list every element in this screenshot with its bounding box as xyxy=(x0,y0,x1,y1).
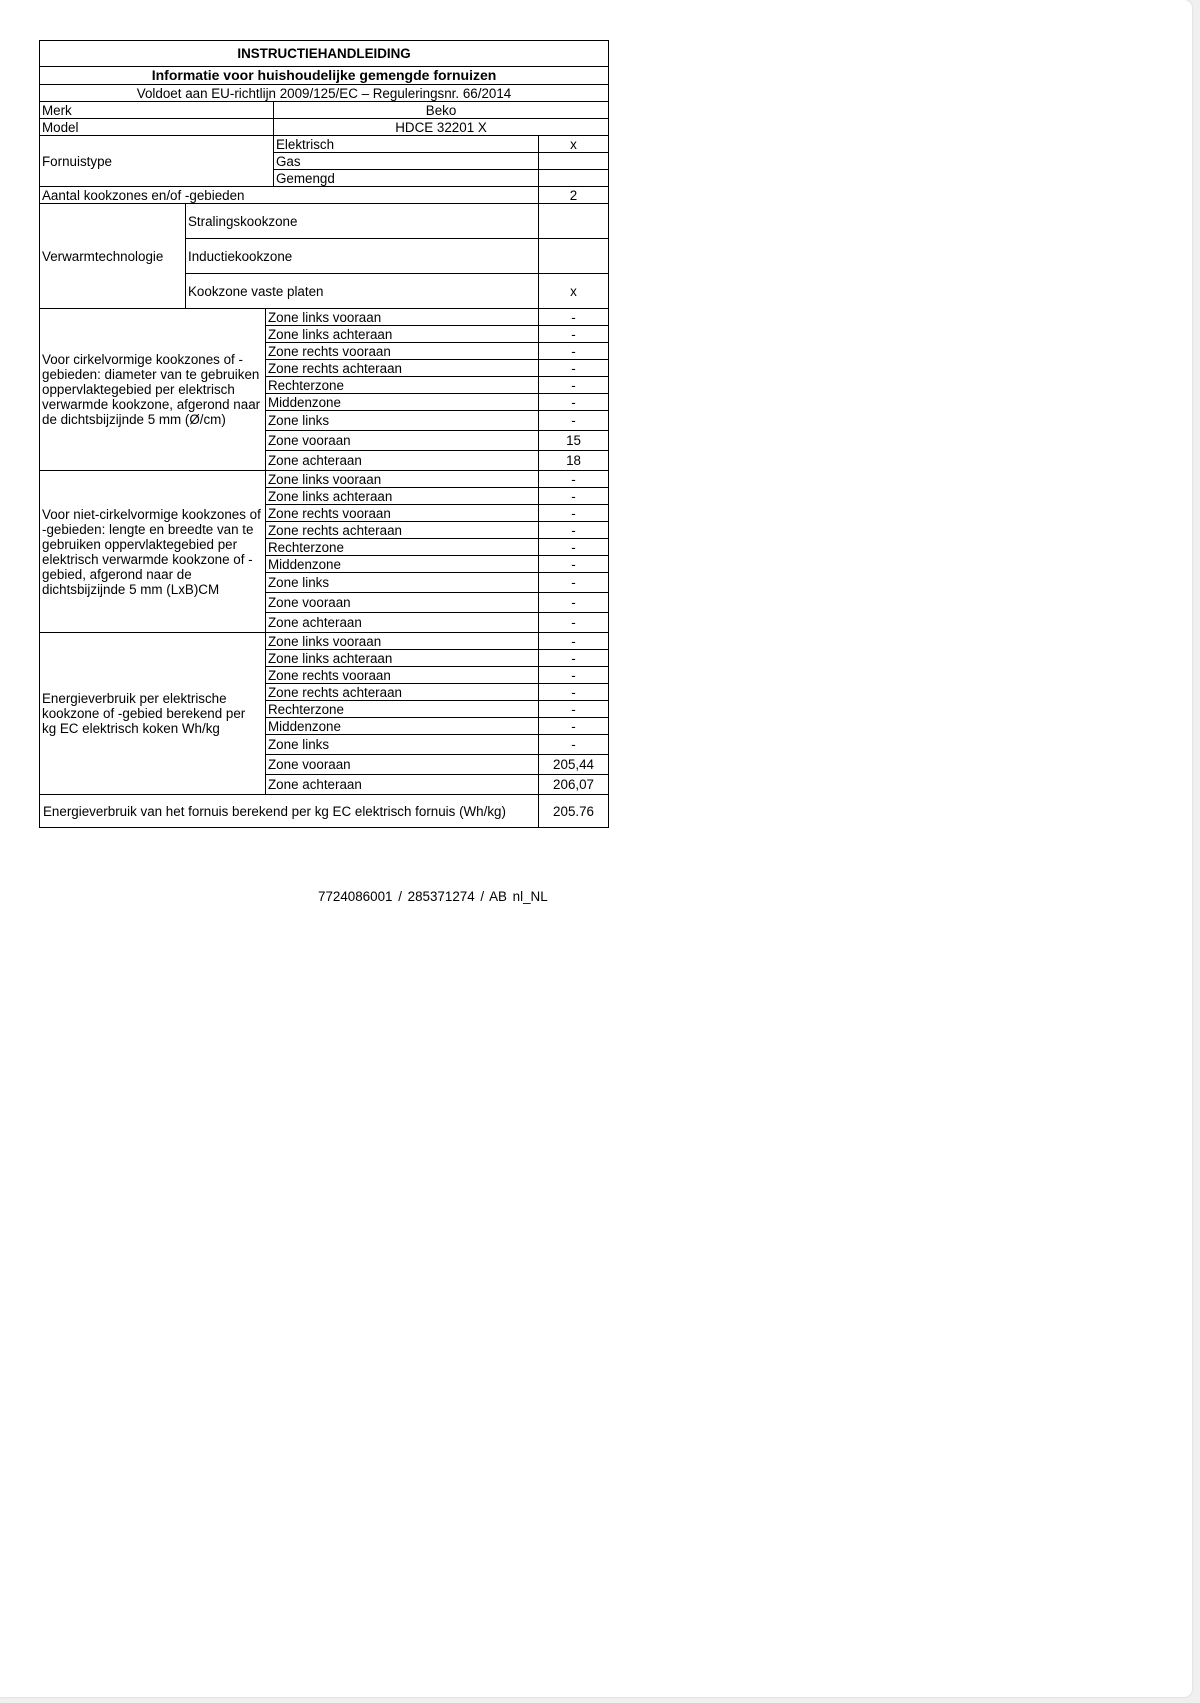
zone-count-label: Aantal kookzones en/of -gebieden xyxy=(40,187,539,204)
zone-value: 206,07 xyxy=(539,775,609,795)
zone-label: Zone links vooraan xyxy=(266,633,539,650)
zone-value: - xyxy=(539,411,609,431)
zone-value: - xyxy=(539,377,609,394)
zone-value: - xyxy=(539,505,609,522)
noncircular-zones-label: Voor niet-cirkelvormige kookzones of -gebieden: lengte en breedte van te gebruiken oppervlaktegebied per elektrisch verwarmde kookzone of -gebied, afgerond naar de dichtsbijzijnde 5 mm (LxB)CM xyxy=(40,471,266,633)
zone-value: 205,44 xyxy=(539,755,609,775)
total-energy-value: 205.76 xyxy=(539,795,609,828)
zone-label: Zone rechts vooraan xyxy=(266,667,539,684)
zone-value: - xyxy=(539,593,609,613)
zone-label: Zone achteraan xyxy=(266,613,539,633)
model-label: Model xyxy=(40,119,274,136)
zone-value: - xyxy=(539,556,609,573)
total-energy-label: Energieverbruik van het fornuis berekend per kg EC elektrisch fornuis (Wh/kg) xyxy=(40,795,539,828)
zone-label: Zone rechts achteraan xyxy=(266,360,539,377)
zone-value: - xyxy=(539,667,609,684)
stove-type-value: x xyxy=(539,136,609,153)
compliance-text: Voldoet aan EU-richtlijn 2009/125/EC – Reguleringsnr. 66/2014 xyxy=(40,85,609,102)
zone-label: Zone rechts vooraan xyxy=(266,343,539,360)
stove-type-value xyxy=(539,153,609,170)
energy-per-zone-label: Energieverbruik per elektrische kookzone of -gebied berekend per kg EC elektrisch koken Wh/kg xyxy=(40,633,266,795)
brand-value: Beko xyxy=(274,102,609,119)
document-code-footer: 7724086001 / 285371274 / AB nl_NL xyxy=(318,889,548,904)
heating-tech-option: Kookzone vaste platen xyxy=(186,274,539,309)
zone-value: - xyxy=(539,360,609,377)
zone-value: - xyxy=(539,309,609,326)
zone-value: - xyxy=(539,633,609,650)
zone-count-value: 2 xyxy=(539,187,609,204)
zone-value: - xyxy=(539,684,609,701)
zone-label: Zone vooraan xyxy=(266,593,539,613)
zone-label: Rechterzone xyxy=(266,539,539,556)
zone-label: Zone vooraan xyxy=(266,431,539,451)
heating-tech-value xyxy=(539,204,609,239)
heating-tech-value xyxy=(539,239,609,274)
zone-label: Zone links xyxy=(266,735,539,755)
heating-tech-option: Inductiekookzone xyxy=(186,239,539,274)
stove-type-option: Gas xyxy=(274,153,539,170)
zone-value: - xyxy=(539,701,609,718)
zone-label: Zone links achteraan xyxy=(266,326,539,343)
document-title: INSTRUCTIEHANDLEIDING xyxy=(40,41,609,67)
zone-value: - xyxy=(539,326,609,343)
zone-label: Zone achteraan xyxy=(266,775,539,795)
zone-value: - xyxy=(539,735,609,755)
product-info-table xyxy=(39,40,609,828)
stove-type-option: Elektrisch xyxy=(274,136,539,153)
stove-type-option: Gemengd xyxy=(274,170,539,187)
zone-value: - xyxy=(539,394,609,411)
zone-value: - xyxy=(539,539,609,556)
zone-label: Zone vooraan xyxy=(266,755,539,775)
zone-value: - xyxy=(539,488,609,505)
zone-value: 18 xyxy=(539,451,609,471)
heating-tech-label: Verwarmtechnologie xyxy=(40,204,186,309)
zone-label: Zone links vooraan xyxy=(266,471,539,488)
circular-zones-label: Voor cirkelvormige kookzones of -gebieden: diameter van te gebruiken oppervlaktegebied per elektrisch verwarmde kookzone, afgerond naar de dichtsbijzijnde 5 mm (Ø/cm) xyxy=(40,309,266,471)
zone-value: - xyxy=(539,573,609,593)
document-subtitle: Informatie voor huishoudelijke gemengde fornuizen xyxy=(40,67,609,85)
zone-value: - xyxy=(539,650,609,667)
zone-label: Zone links achteraan xyxy=(266,488,539,505)
zone-label: Zone rechts achteraan xyxy=(266,522,539,539)
zone-label: Zone rechts achteraan xyxy=(266,684,539,701)
zone-label: Zone links achteraan xyxy=(266,650,539,667)
zone-label: Rechterzone xyxy=(266,377,539,394)
heating-tech-option: Stralingskookzone xyxy=(186,204,539,239)
zone-label: Rechterzone xyxy=(266,701,539,718)
zone-label: Zone links vooraan xyxy=(266,309,539,326)
zone-label: Middenzone xyxy=(266,718,539,735)
model-value: HDCE 32201 X xyxy=(274,119,609,136)
zone-value: - xyxy=(539,343,609,360)
zone-label: Zone achteraan xyxy=(266,451,539,471)
zone-label: Zone links xyxy=(266,573,539,593)
zone-value: - xyxy=(539,718,609,735)
zone-label: Middenzone xyxy=(266,394,539,411)
zone-label: Middenzone xyxy=(266,556,539,573)
stove-type-label: Fornuistype xyxy=(40,136,274,187)
zone-value: - xyxy=(539,471,609,488)
zone-label: Zone rechts vooraan xyxy=(266,505,539,522)
brand-label: Merk xyxy=(40,102,274,119)
heating-tech-value: x xyxy=(539,274,609,309)
zone-value: - xyxy=(539,613,609,633)
zone-value: - xyxy=(539,522,609,539)
zone-value: 15 xyxy=(539,431,609,451)
zone-label: Zone links xyxy=(266,411,539,431)
stove-type-value xyxy=(539,170,609,187)
